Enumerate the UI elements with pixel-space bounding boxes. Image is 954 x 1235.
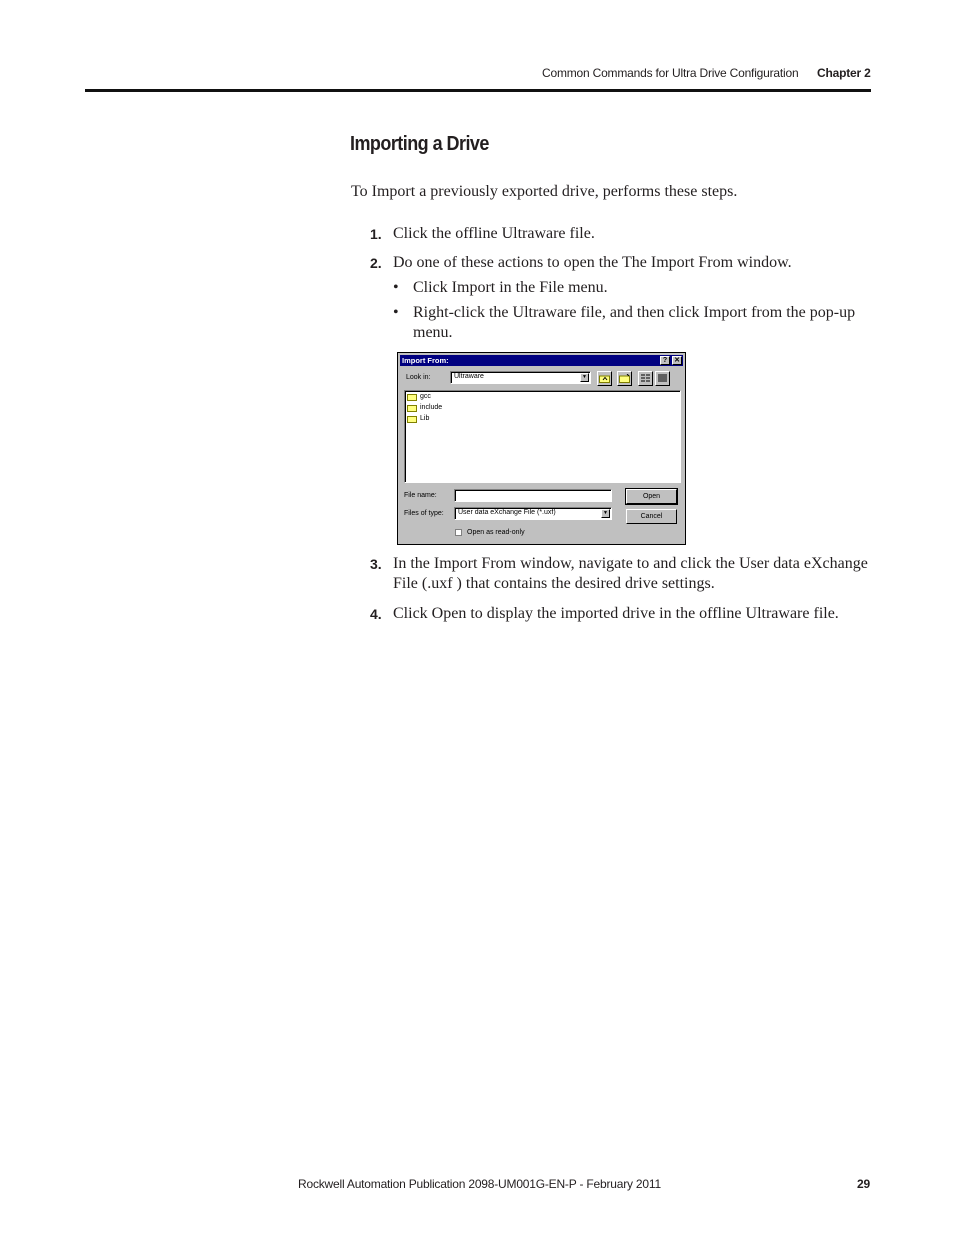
step-text: Click Open to display the imported drive in the offline Ultraware file. — [393, 605, 839, 622]
list-view-icon[interactable] — [638, 371, 653, 386]
read-only-label: Open as read-only — [467, 529, 525, 536]
step-number: 4. — [370, 606, 382, 622]
step-number: 2. — [370, 255, 382, 271]
page-number: 29 — [857, 1177, 870, 1191]
folder-icon — [407, 394, 417, 401]
up-folder-icon[interactable] — [597, 371, 612, 386]
new-folder-icon[interactable] — [617, 371, 632, 386]
help-icon[interactable]: ? — [660, 356, 670, 365]
bullet-text: Right-click the Ultraware file, and then click Import from the pop-up menu. — [413, 304, 856, 341]
chevron-down-icon[interactable]: ▼ — [580, 373, 589, 382]
step-text: In the Import From window, navigate to and click the User data eXchange File (.uxf ) that contains the desired drive settings. — [393, 555, 868, 592]
look-in-dropdown[interactable] — [450, 371, 591, 384]
dialog-titlebar — [400, 355, 683, 366]
step-number: 3. — [370, 556, 382, 572]
file-name-input[interactable] — [454, 489, 612, 502]
file-type-dropdown[interactable] — [454, 507, 612, 520]
file-type-label: Files of type: — [404, 510, 444, 517]
intro-paragraph: To Import a previously exported drive, performs these steps. — [351, 183, 738, 200]
folder-name: include — [420, 404, 443, 411]
folder-icon — [407, 405, 417, 412]
import-from-dialog — [397, 352, 686, 545]
cancel-button[interactable]: Cancel — [626, 509, 677, 524]
dialog-title: Import From: — [402, 356, 449, 365]
bullet-dot: • — [393, 304, 399, 321]
step-text: Do one of these actions to open the The Import From window. — [393, 254, 792, 271]
section-title: Importing a Drive — [350, 133, 489, 155]
bullet-dot: • — [393, 279, 399, 296]
running-header-chapter: Chapter 2 — [817, 66, 871, 80]
folder-name: gcc — [420, 393, 431, 400]
step-text: Click the offline Ultraware file. — [393, 225, 595, 242]
chevron-down-icon[interactable]: ▼ — [601, 509, 610, 518]
bullet-text: Click Import in the File menu. — [413, 279, 608, 296]
details-view-icon[interactable] — [655, 371, 670, 386]
folder-icon — [407, 416, 417, 423]
close-icon[interactable]: ✕ — [672, 356, 682, 365]
open-button[interactable]: Open — [626, 489, 677, 504]
header-rule — [85, 89, 871, 92]
file-type-value: User data eXchange File (*.uxf) — [458, 509, 556, 516]
step-number: 1. — [370, 226, 382, 242]
footer-publication: Rockwell Automation Publication 2098-UM001G-EN-P - February 2011 — [298, 1177, 661, 1191]
look-in-value: Ultraware — [454, 373, 484, 380]
read-only-checkbox[interactable] — [455, 529, 462, 536]
file-list[interactable] — [404, 390, 681, 483]
file-name-label: File name: — [404, 492, 437, 499]
running-header-title: Common Commands for Ultra Drive Configuration — [542, 66, 799, 80]
look-in-label: Look in: — [406, 374, 431, 381]
folder-name: Lib — [420, 415, 430, 422]
